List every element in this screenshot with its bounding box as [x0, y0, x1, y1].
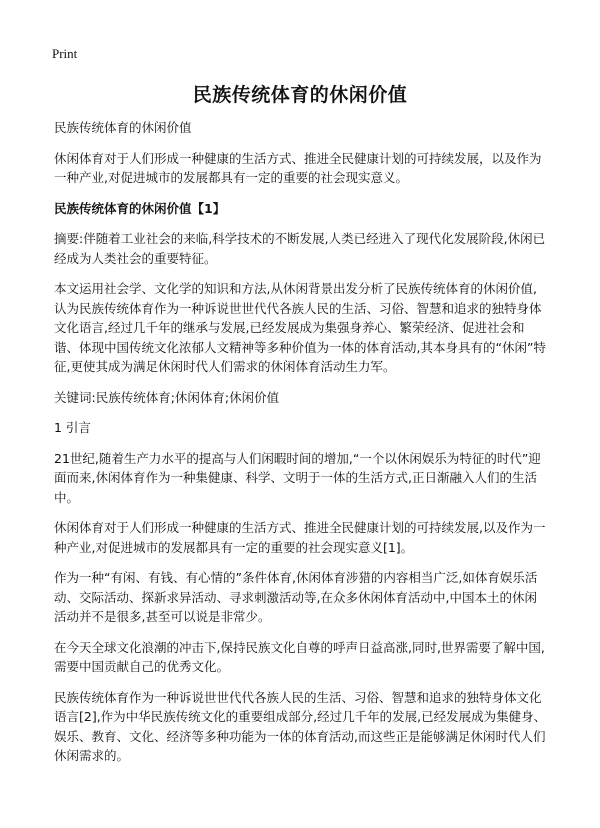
article-body — [54, 118, 548, 777]
paragraph-5: 民族传统体育作为一种诉说世世代代各族人民的生活、习俗、智慧和追求的独特身体文化语言[2],作为中华民族传统文化的重要组成部分,经过几千年的发展,已经发展成为集健身、娱乐、教育、文化、经济等多种功能为一体的体育活动,而这些正是能够满足休闲时代人们休闲需求的。 — [54, 689, 547, 763]
paragraph-4: 在今天全球文化浪潮的冲击下,保持民族文化自尊的呼声日益高涨,同时,世界需要了解中国,需要中国贡献自己的优秀文化。 — [54, 639, 545, 674]
paragraph-1: 21世纪,随着生产力水平的提高与人们闲暇时间的增加,“一个以休闲娱乐为特征的时代”迎面而来,休闲体育作为一种集健康、科学、文明于一体的生活方式,正日渐融入人们的生活中。 — [54, 450, 541, 505]
paragraph-3: 作为一种“有闲、有钱、有心情的”条件体育,休闲体育涉猎的内容相当广泛,如体育娱乐活动、交际活动、探新求异活动、寻求刺激活动等,在众多休闲体育活动中,中国本土的休闲活动并不是很多,甚至可以说是非常少。 — [54, 570, 538, 624]
section-1-heading: 1 引言 — [54, 420, 91, 435]
section-heading: 民族传统体育的休闲价值【1】 — [54, 200, 226, 216]
print-link[interactable]: Print — [52, 46, 78, 61]
article-subtitle: 民族传统体育的休闲价值 — [54, 120, 192, 135]
page-title: 民族传统体育的休闲价值 — [192, 84, 408, 106]
keywords-line: 关键词:民族传统体育;休闲体育;休闲价值 — [54, 389, 280, 405]
intro-paragraph: 休闲体育对于人们形成一种健康的生活方式、推进全民健康计划的可持续发展，以及作为一种产业,对促进城市的发展都具有一定的重要的社会现实意义。 — [54, 150, 542, 185]
body-paragraph: 本文运用社会学、文化学的知识和方法,从休闲背景出发分析了民族传统体育的休闲价值,认为民族传统体育作为一种诉说世世代代各族人民的生活、习俗、智慧和追求的独特身体文化语言,经过几千年的继承与发展,已经发展成为集强身养心、繁荣经济、促进社会和谐、体现中国传统文化浓郁人文精神等多种价值为一体的体育活动,其本身具有的“休闲”特征,更使其成为满足休闲时代人们需求的休闲体育活动生力军。 — [54, 281, 546, 374]
paragraph-2: 休闲体育对于人们形成一种健康的生活方式、推进全民健康计划的可持续发展,以及作为一种产业,对促进城市的发展都具有一定的重要的社会现实意义[1]。 — [54, 520, 546, 555]
abstract-paragraph: 摘要:伴随着工业社会的来临,科学技术的不断发展,人类已经进入了现代化发展阶段,休闲已经成为人类社会的重要特征。 — [54, 231, 546, 266]
